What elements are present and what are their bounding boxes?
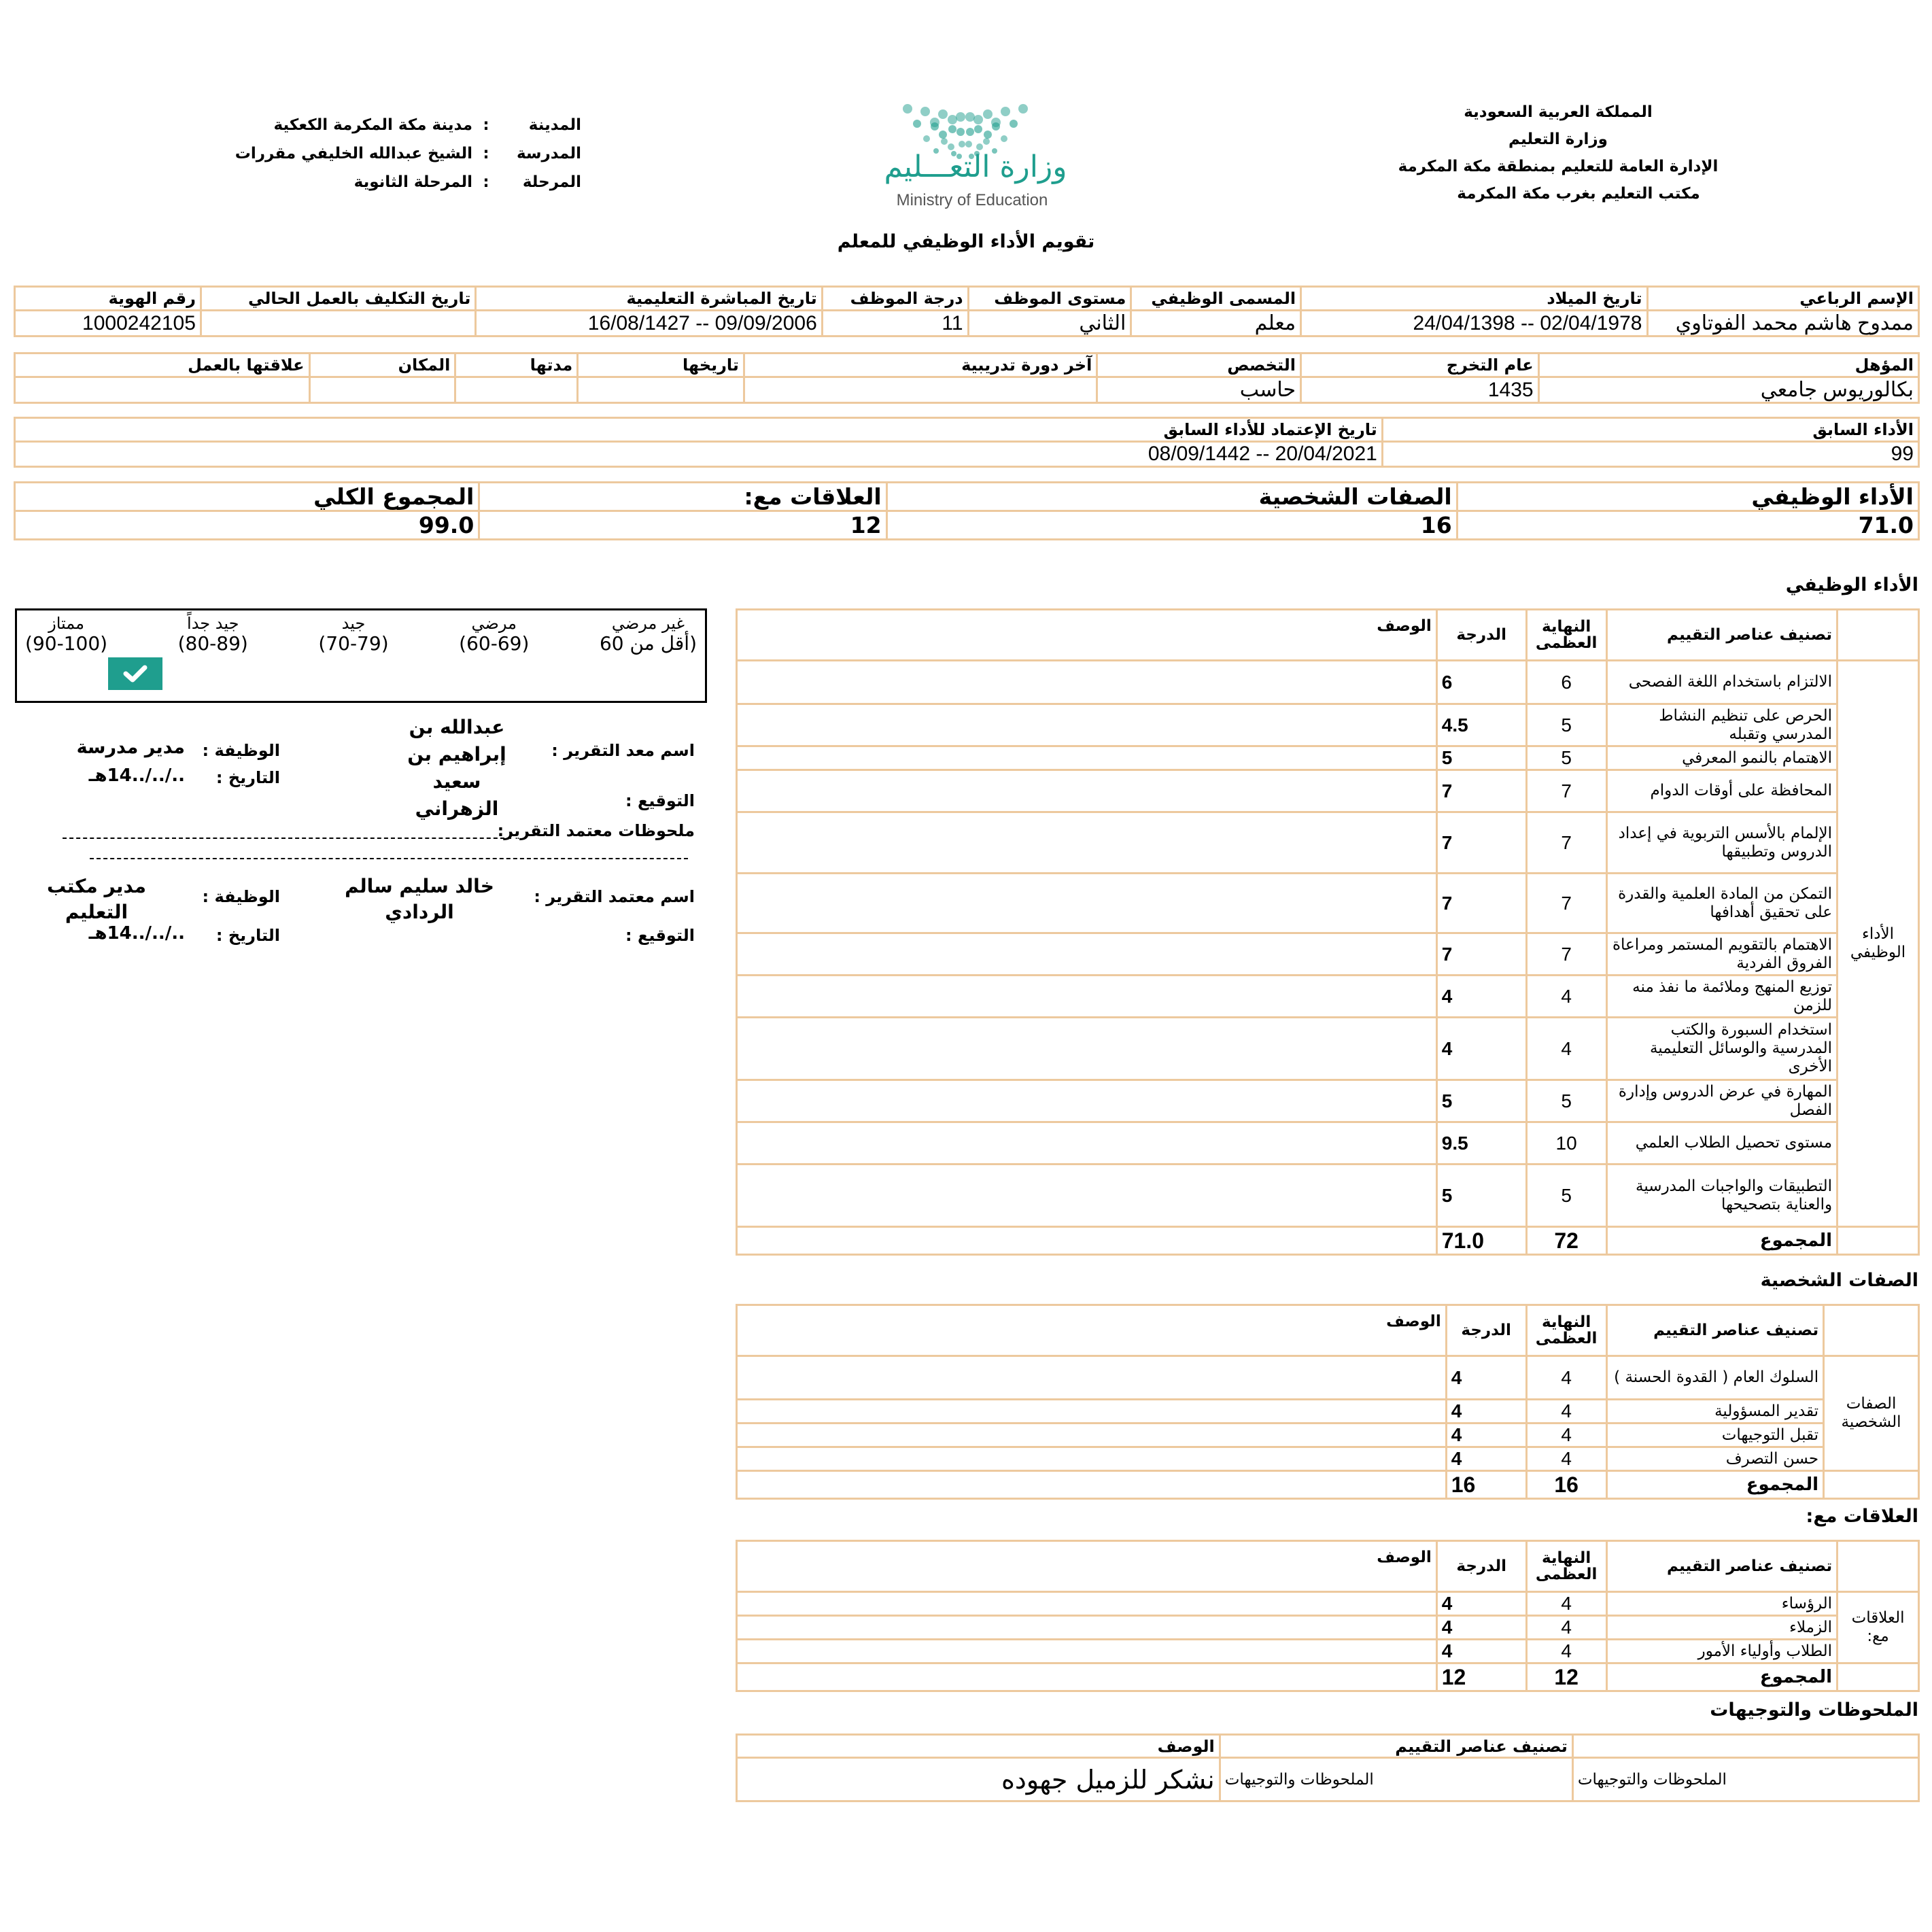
info-value-cell: 1435: [1301, 377, 1539, 403]
score-header: الدرجة: [1446, 1305, 1526, 1356]
school-row: [146, 139, 581, 168]
desc-cell: [737, 933, 1437, 976]
info-label-cell: رقم الهوية: [15, 287, 201, 311]
info-label-cell: الإسم الرباعي: [1647, 287, 1919, 311]
score-cell: 4: [1436, 1640, 1526, 1663]
max-cell: 4: [1526, 1424, 1606, 1447]
grade-row: [737, 704, 1919, 746]
info-label-cell: الصفات الشخصية: [886, 483, 1457, 511]
summary-table: [14, 481, 1920, 540]
city-row: [146, 111, 581, 139]
city-label: المدينة: [528, 116, 581, 134]
info-label-cell: آخر دورة تدريبية: [744, 353, 1097, 377]
grade-row: [737, 1616, 1919, 1640]
info-value-cell: 16: [886, 511, 1457, 540]
info-label-cell: تاريخها: [578, 353, 744, 377]
approver-label: اسم معتمد التقرير :: [534, 887, 695, 906]
desc-cell: [737, 1592, 1437, 1616]
rating-level-range: (80-89): [177, 632, 248, 655]
notes-group-header: [1572, 1735, 1918, 1758]
desc-cell: [737, 1165, 1437, 1227]
grade-header-row: [737, 610, 1919, 661]
desc-cell: [737, 1080, 1437, 1122]
selected-rating-check: [108, 657, 162, 690]
criteria-cell: استخدام السبورة والكتب المدرسية والوسائل التعليمية الأخرى: [1606, 1018, 1837, 1080]
group-label: الصفات الشخصية: [1824, 1356, 1919, 1471]
criteria-cell: الاهتمام بالتقويم المستمر ومراعاة الفروق الفردية: [1606, 933, 1837, 976]
notes-section-title: الملحوظات والتوجيهات: [1710, 1700, 1918, 1721]
criteria-cell: الرؤساء: [1606, 1592, 1837, 1616]
notes-line-2: [90, 858, 688, 859]
score-cell: 7: [1436, 874, 1526, 933]
max-cell: 4: [1526, 976, 1606, 1018]
info-label-cell: الأداء السابق: [1382, 418, 1918, 442]
grade-row: [737, 1424, 1919, 1447]
criteria-cell: المحافظة على أوقات الدوام: [1606, 770, 1837, 812]
total-desc: [737, 1471, 1447, 1499]
personal-traits-table: [736, 1304, 1920, 1500]
criteria-cell: السلوك العام ( القدوة الحسنة ): [1606, 1356, 1824, 1400]
score-cell: 6: [1436, 661, 1526, 704]
approver-name: خالد سليم سالم الردادي: [345, 875, 494, 923]
grade-row: [737, 933, 1919, 976]
info-value-cell: 99.0: [15, 511, 479, 540]
info-value-cell: بكالوريوس جامعي: [1538, 377, 1918, 403]
max-header: النهاية العظمى: [1526, 610, 1606, 661]
criteria-cell: حسن التصرف: [1606, 1447, 1824, 1471]
notes-label: ملحوظات معتمد التقرير:: [497, 821, 695, 840]
qualification-values-row: [15, 377, 1919, 403]
notes-description: نشكر للزميل جهوده: [737, 1758, 1220, 1801]
info-value-cell: معلم: [1131, 311, 1301, 337]
criteria-cell: الإلمام بالأسس التربوية في إعداد الدروس وتطبيقها: [1606, 812, 1837, 874]
score-cell: 5: [1436, 1165, 1526, 1227]
score-cell: 7: [1436, 812, 1526, 874]
criteria-cell: المهارة في عرض الدروس وإدارة الفصل: [1606, 1080, 1837, 1122]
sign-label: التوقيع :: [625, 926, 695, 945]
colon: :: [483, 116, 489, 134]
score-cell: 4: [1436, 1592, 1526, 1616]
score-cell: 4: [1446, 1356, 1526, 1400]
grade-row: [737, 1592, 1919, 1616]
stage-label: المرحلة: [522, 173, 581, 191]
city-value: مدينة مكة المكرمة الكعكية: [273, 116, 472, 134]
relations-table: [736, 1540, 1920, 1692]
grade-row: [737, 746, 1919, 770]
info-values-row: [15, 311, 1919, 337]
header-right: [1354, 99, 1762, 207]
desc-cell: [737, 770, 1437, 812]
total-group-cell: [1838, 1663, 1919, 1691]
personal-section-title: الصفات الشخصية: [1760, 1270, 1918, 1291]
criteria-cell: التمكن من المادة العلمية والقدرة على تحقيق أهدافها: [1606, 874, 1837, 933]
notes-criteria-header: تصنيف عناصر التقييم: [1220, 1735, 1572, 1758]
grade-row: [737, 1165, 1919, 1227]
max-cell: 4: [1526, 1400, 1606, 1424]
performance-table: [736, 608, 1920, 1256]
score-cell: 4.5: [1436, 704, 1526, 746]
summary-values-row: [15, 511, 1919, 540]
score-cell: 5: [1436, 746, 1526, 770]
max-header: النهاية العظمى: [1526, 1305, 1606, 1356]
desc-cell: [737, 976, 1437, 1018]
school-label: المدرسة: [516, 145, 581, 162]
info-label-cell: المجموع الكلي: [15, 483, 479, 511]
info-value-cell: الثاني: [968, 311, 1131, 337]
grade-header-row: [737, 1541, 1919, 1592]
kingdom-name: المملكة العربية السعودية: [1464, 103, 1653, 121]
criteria-cell: تقدير المسؤولية: [1606, 1400, 1824, 1424]
total-label: المجموع: [1606, 1227, 1837, 1255]
grade-row: [737, 1122, 1919, 1165]
grade-row: [737, 874, 1919, 933]
grade-row: [737, 661, 1919, 704]
grade-row: [737, 1400, 1919, 1424]
preparer-label: اسم معد التقرير :: [551, 741, 695, 760]
criteria-cell: التطبيقات والواجبات المدرسية والعناية بتصحيحها: [1606, 1165, 1837, 1227]
info-value-cell: 99: [1382, 442, 1918, 467]
desc-cell: [737, 704, 1437, 746]
info-value-cell: ممدوح هاشم محمد الفوتاوي: [1647, 311, 1919, 337]
info-value-cell: [455, 377, 578, 403]
score-cell: 7: [1436, 770, 1526, 812]
rating-level-name: غير مرضي: [611, 614, 685, 633]
criteria-header: تصنيف عناصر التقييم: [1606, 1541, 1837, 1592]
score-cell: 5: [1436, 1080, 1526, 1122]
job-label: الوظيفة :: [202, 741, 280, 760]
total-score: 71.0: [1436, 1227, 1526, 1255]
notes-desc-header: الوصف: [737, 1735, 1220, 1758]
score-header: الدرجة: [1436, 610, 1526, 661]
info-label-cell: المكان: [309, 353, 455, 377]
grade-total-row: [737, 1663, 1919, 1691]
office-name: مكتب التعليم بغرب مكة المكرمة: [1457, 185, 1700, 203]
max-cell: 5: [1526, 1080, 1606, 1122]
info-label-cell: تاريخ التكليف بالعمل الحالي: [201, 287, 475, 311]
grade-row: [737, 1356, 1919, 1400]
grade-row: [737, 770, 1919, 812]
info-label-cell: مدتها: [455, 353, 578, 377]
total-label: المجموع: [1606, 1471, 1824, 1499]
max-cell: 4: [1526, 1640, 1606, 1663]
info-label-cell: العلاقات مع:: [479, 483, 886, 511]
total-label: المجموع: [1606, 1663, 1837, 1691]
group-label: الأداء الوظيفي: [1838, 661, 1919, 1227]
rating-scale-box: [15, 608, 707, 703]
rating-level-range: (أقل من 60: [599, 632, 697, 655]
logo-english-text: Ministry of Education: [896, 191, 1048, 209]
criteria-cell: الطلاب وأولياء الأمور: [1606, 1640, 1837, 1663]
desc-cell: [737, 1356, 1447, 1400]
max-cell: 5: [1526, 746, 1606, 770]
total-score: 16: [1446, 1471, 1526, 1499]
rating-level: [178, 615, 248, 655]
grade-row: [737, 1447, 1919, 1471]
info-label-cell: مستوى الموظف: [968, 287, 1131, 311]
previous-performance-table: [14, 417, 1920, 468]
preparer-job: مدير مدرسة: [76, 737, 185, 758]
criteria-cell: توزيع المنهج وملائمة ما نفذ منه للزمن: [1606, 976, 1837, 1018]
info-label-cell: درجة الموظف: [822, 287, 968, 311]
info-labels-row: [15, 287, 1919, 311]
rating-level-range: (60-69): [459, 632, 530, 655]
desc-header: الوصف: [737, 1305, 1447, 1356]
total-max: 16: [1526, 1471, 1606, 1499]
approver-job: مدير مكتب التعليم: [47, 875, 146, 923]
info-label-cell: علاقتها بالعمل: [15, 353, 310, 377]
total-max: 72: [1526, 1227, 1606, 1255]
info-label-cell: تاريخ المباشرة التعليمية: [476, 287, 822, 311]
colon: :: [483, 145, 489, 162]
group-header: [1838, 610, 1919, 661]
summary-labels-row: [15, 483, 1919, 511]
previous-labels-row: [15, 418, 1919, 442]
notes-criteria: الملحوظات والتوجيهات: [1220, 1758, 1572, 1801]
info-value-cell: 71.0: [1457, 511, 1918, 540]
preparer-date: ../../..14هـ: [88, 765, 185, 786]
logo-dots-icon: [829, 82, 1101, 218]
signature-section: [15, 707, 702, 965]
desc-header: الوصف: [737, 1541, 1437, 1592]
max-cell: 5: [1526, 704, 1606, 746]
total-max: 12: [1526, 1663, 1606, 1691]
grade-total-row: [737, 1227, 1919, 1255]
rating-level-name: ممتاز: [48, 614, 84, 633]
max-cell: 7: [1526, 812, 1606, 874]
max-cell: 10: [1526, 1122, 1606, 1165]
rating-level-name: مرضي: [471, 614, 517, 633]
info-value-cell: 11: [822, 311, 968, 337]
date-label: التاريخ :: [215, 926, 280, 945]
total-group-cell: [1824, 1471, 1919, 1499]
max-cell: 6: [1526, 661, 1606, 704]
info-value-cell: [309, 377, 455, 403]
grade-header-row: [737, 1305, 1919, 1356]
check-icon: [108, 657, 162, 690]
criteria-cell: مستوى تحصيل الطلاب العلمي: [1606, 1122, 1837, 1165]
info-value-cell: [578, 377, 744, 403]
date-label: التاريخ :: [215, 768, 280, 787]
stage-value: المرحلة الثانوية: [353, 173, 472, 191]
max-cell: 4: [1526, 1616, 1606, 1640]
max-header: النهاية العظمى: [1526, 1541, 1606, 1592]
info-value-cell: 12: [479, 511, 886, 540]
info-value-cell: [15, 377, 310, 403]
qualification-labels-row: [15, 353, 1919, 377]
info-value-cell: 20/04/2021 -- 08/09/1442: [15, 442, 1383, 467]
score-cell: 4: [1436, 976, 1526, 1018]
total-desc: [737, 1227, 1437, 1255]
score-header: الدرجة: [1436, 1541, 1526, 1592]
previous-values-row: [15, 442, 1919, 467]
ministry-name: وزارة التعليم: [1508, 131, 1608, 148]
notes-row: [737, 1758, 1919, 1801]
desc-cell: [737, 1400, 1447, 1424]
total-score: 12: [1436, 1663, 1526, 1691]
performance-section-title: الأداء الوظيفي: [1785, 574, 1918, 596]
desc-header: الوصف: [737, 610, 1437, 661]
max-cell: 5: [1526, 1165, 1606, 1227]
personal-info-table: [14, 286, 1920, 337]
criteria-cell: الزملاء: [1606, 1616, 1837, 1640]
preparer-name: عبدالله بن إبراهيم بن سعيد الزهراني: [407, 716, 506, 820]
relations-section-title: العلاقات مع:: [1806, 1506, 1918, 1527]
desc-cell: [737, 1424, 1447, 1447]
desc-cell: [737, 874, 1437, 933]
page-title: تقويم الأداء الوظيفي للمعلم: [837, 231, 1095, 252]
grade-row: [737, 1080, 1919, 1122]
score-cell: 4: [1446, 1447, 1526, 1471]
criteria-header: تصنيف عناصر التقييم: [1606, 610, 1837, 661]
desc-cell: [737, 812, 1437, 874]
info-label-cell: المسمى الوظيفي: [1131, 287, 1301, 311]
info-value-cell: 1000242105: [15, 311, 201, 337]
criteria-cell: تقبل التوجيهات: [1606, 1424, 1824, 1447]
group-header: [1824, 1305, 1919, 1356]
notes-header-row: [737, 1735, 1919, 1758]
notes-group: الملحوظات والتوجيهات: [1572, 1758, 1918, 1801]
desc-cell: [737, 1640, 1437, 1663]
job-label: الوظيفة :: [202, 887, 280, 906]
info-label-cell: التخصص: [1097, 353, 1301, 377]
group-label: العلاقات مع:: [1838, 1592, 1919, 1663]
info-label-cell: عام التخرج: [1301, 353, 1539, 377]
score-cell: 4: [1436, 1616, 1526, 1640]
desc-cell: [737, 1447, 1447, 1471]
notes-line-1: [63, 838, 511, 839]
grade-row: [737, 1640, 1919, 1663]
header-left: [146, 111, 581, 196]
info-value-cell: [744, 377, 1097, 403]
logo-arabic-text: وزارة التعـــليم: [884, 150, 1067, 184]
total-desc: [737, 1663, 1437, 1691]
rating-level-range: (70-79): [318, 632, 389, 655]
grade-total-row: [737, 1471, 1919, 1499]
info-value-cell: 02/04/1978 -- 24/04/1398: [1301, 311, 1647, 337]
notes-table: [736, 1733, 1920, 1802]
rating-level: [459, 615, 529, 655]
score-cell: 4: [1446, 1400, 1526, 1424]
directorate-name: الإدارة العامة للتعليم بمنطقة مكة المكرمة: [1398, 158, 1719, 175]
score-cell: 7: [1436, 933, 1526, 976]
info-label-cell: تاريخ الميلاد: [1301, 287, 1647, 311]
desc-cell: [737, 1616, 1437, 1640]
criteria-cell: الاهتمام بالنمو المعرفي: [1606, 746, 1837, 770]
sign-label: التوقيع :: [625, 791, 695, 810]
grade-row: [737, 812, 1919, 874]
score-cell: 4: [1436, 1018, 1526, 1080]
desc-cell: [737, 661, 1437, 704]
rating-levels: [17, 610, 705, 655]
desc-cell: [737, 746, 1437, 770]
info-label-cell: تاريخ الإعتماد للأداء السابق: [15, 418, 1383, 442]
grade-row: [737, 1018, 1919, 1080]
info-label-cell: المؤهل: [1538, 353, 1918, 377]
criteria-header: تصنيف عناصر التقييم: [1606, 1305, 1824, 1356]
info-label-cell: الأداء الوظيفي: [1457, 483, 1918, 511]
max-cell: 4: [1526, 1018, 1606, 1080]
info-value-cell: 09/09/2006 -- 16/08/1427: [476, 311, 822, 337]
ministry-logo: [829, 82, 1101, 218]
max-cell: 7: [1526, 874, 1606, 933]
rating-level: [25, 615, 107, 655]
approver-date: ../../..14هـ: [88, 923, 185, 944]
score-cell: 4: [1446, 1424, 1526, 1447]
rating-level: [318, 615, 388, 655]
colon: :: [483, 173, 489, 191]
desc-cell: [737, 1122, 1437, 1165]
qualification-table: [14, 352, 1920, 404]
score-cell: 9.5: [1436, 1122, 1526, 1165]
stage-row: [146, 168, 581, 196]
info-value-cell: حاسب: [1097, 377, 1301, 403]
max-cell: 4: [1526, 1447, 1606, 1471]
total-group-cell: [1838, 1227, 1919, 1255]
max-cell: 4: [1526, 1356, 1606, 1400]
criteria-cell: الالتزام باستخدام اللغة الفصحى: [1606, 661, 1837, 704]
criteria-cell: الحرص على تنظيم النشاط المدرسي وتقبله: [1606, 704, 1837, 746]
rating-level-name: جيد جداً: [187, 614, 239, 633]
max-cell: 7: [1526, 770, 1606, 812]
desc-cell: [737, 1018, 1437, 1080]
group-header: [1838, 1541, 1919, 1592]
grade-row: [737, 976, 1919, 1018]
max-cell: 7: [1526, 933, 1606, 976]
rating-level-range: (90-100): [25, 632, 108, 655]
max-cell: 4: [1526, 1592, 1606, 1616]
rating-level-name: جيد: [341, 614, 366, 633]
rating-level: [600, 615, 697, 655]
info-value-cell: [201, 311, 475, 337]
school-value: الشيخ عبدالله الخليفي مقررات: [235, 145, 472, 162]
